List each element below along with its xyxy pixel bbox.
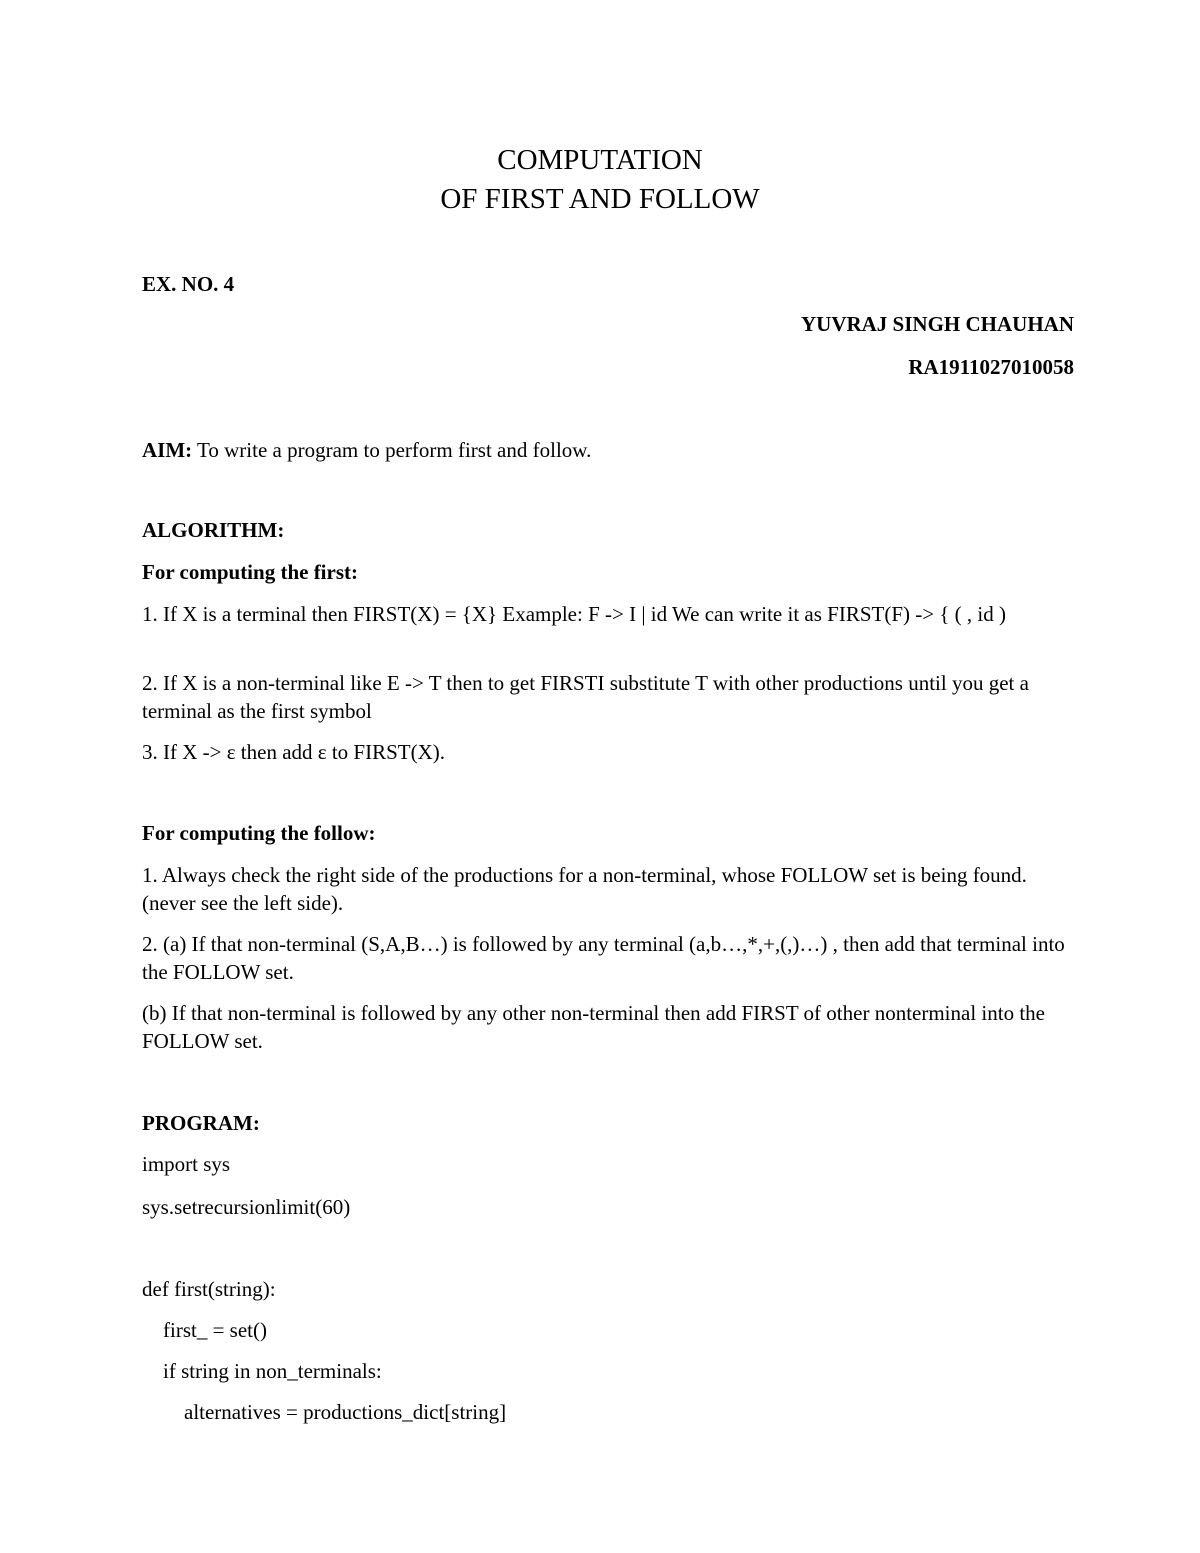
follow-step-1: 1. Always check the right side of the productions for a non-terminal, whose FOLLOW set is being found. (never see the left side). <box>142 863 1027 915</box>
follow-step-2a: 2. (a) If that non-terminal (S,A,B…) is followed by any terminal (a,b…,*,+,(,)…) , then add that terminal into the FOLLOW set. <box>142 932 1065 984</box>
aim-label: AIM: <box>142 438 193 462</box>
program-heading: PROGRAM: <box>142 1111 260 1135</box>
aim-text: To write a program to perform first and follow. <box>192 438 592 462</box>
document-title-line1: COMPUTATION <box>497 144 703 176</box>
code-line: import sys <box>142 1152 231 1176</box>
first-step-1: 1. If X is a terminal then FIRST(X) = {X} Example: F -> I | id We can write it as FIRST(F) -> { ( , id ) <box>142 602 1007 626</box>
exercise-number: EX. NO. 4 <box>142 272 235 296</box>
code-line: alternatives = productions_dict[string] <box>142 1400 507 1424</box>
code-line: def first(string): <box>142 1277 276 1301</box>
first-subheading: For computing the first: <box>142 560 358 584</box>
author-name: YUVRAJ SINGH CHAUHAN <box>800 312 1074 336</box>
code-line: sys.setrecursionlimit(60) <box>142 1195 351 1219</box>
follow-step-2b: (b) If that non-terminal is followed by any other non-terminal then add FIRST of other nonterminal into the FOLLOW set. <box>142 1001 1045 1053</box>
registration-number: RA1911027010058 <box>908 355 1074 379</box>
algorithm-heading: ALGORITHM: <box>142 518 285 542</box>
first-step-2: 2. If X is a non-terminal like E -> T then to get FIRSTI substitute T with other productions until you get a terminal as the first symbol <box>142 671 1029 723</box>
aim-paragraph <box>142 436 591 464</box>
code-line: if string in non_terminals: <box>142 1359 382 1383</box>
follow-subheading: For computing the follow: <box>142 821 376 845</box>
document-title-line2: OF FIRST AND FOLLOW <box>440 183 760 215</box>
code-line: first_ = set() <box>142 1318 267 1342</box>
first-step-3: 3. If X -> ε then add ε to FIRST(X). <box>142 740 446 764</box>
